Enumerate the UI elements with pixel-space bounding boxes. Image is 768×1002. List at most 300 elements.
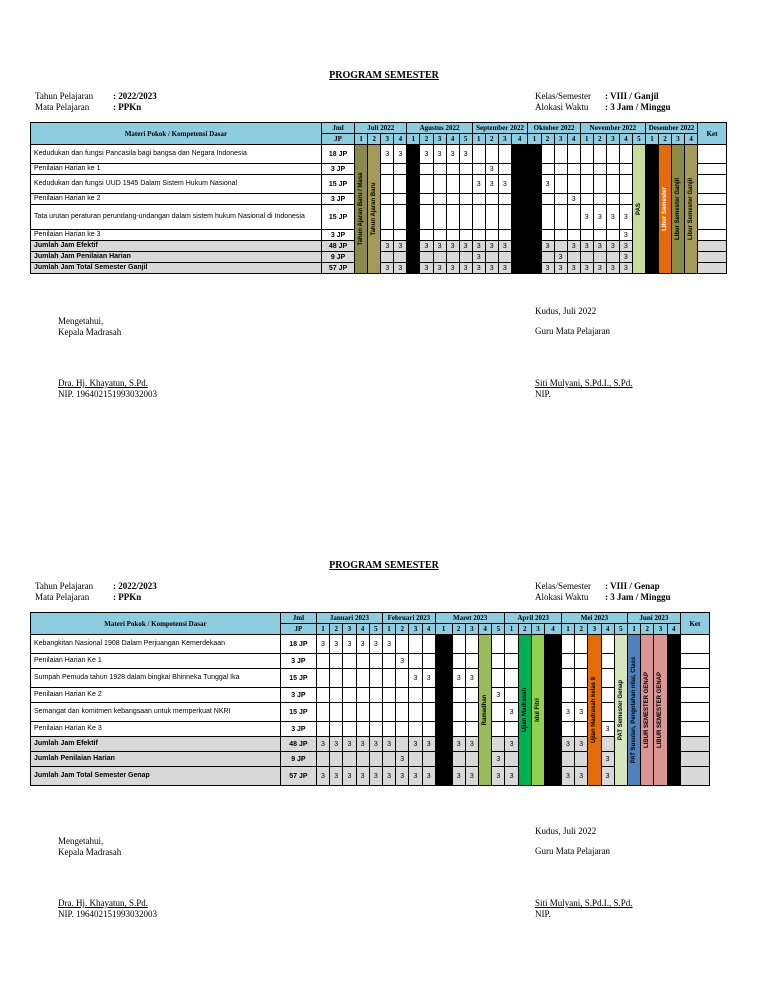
week-cell: 3 — [575, 767, 588, 786]
meta-right-ganjil — [535, 91, 671, 113]
materi-cell: Jumlah Jam Total Semester Genap — [31, 767, 281, 786]
week-cell — [606, 194, 619, 205]
week-cell — [422, 635, 435, 654]
header-week: 1 — [435, 624, 452, 635]
jp-cell: 18 JP — [280, 635, 316, 654]
header-materi: Materi Pokok / Kompetensi Dasar — [31, 613, 281, 635]
week-cell — [435, 767, 452, 786]
materi-cell: Kedudukan dan fungsi UUD 1945 Dalam Sistem Hukum Nasional — [31, 175, 322, 194]
jp-cell: 57 JP — [280, 767, 316, 786]
week-cell — [343, 752, 356, 767]
vertical-label-cell — [531, 635, 544, 786]
week-cell — [330, 752, 343, 767]
week-cell: 3 — [485, 175, 498, 194]
week-cell: 3 — [343, 767, 356, 786]
week-cell — [575, 654, 588, 669]
materi-cell: Sumpah Pemuda tahun 1928 dalam bingkai Bhinneka Tunggal Ika — [31, 669, 281, 688]
week-cell: 3 — [459, 145, 472, 164]
week-cell — [545, 722, 562, 737]
jp-cell: 48 JP — [280, 737, 316, 752]
week-cell — [465, 722, 478, 737]
header-week: 2 — [452, 624, 465, 635]
vertical-label-cell — [654, 635, 667, 786]
week-cell — [498, 194, 511, 205]
vertical-label: Idul Fitri — [534, 698, 541, 722]
header-jml: Jml — [321, 123, 354, 134]
week-cell — [465, 635, 478, 654]
week-cell: 3 — [356, 737, 369, 752]
week-cell — [459, 175, 472, 194]
table-row — [31, 635, 710, 654]
header-month: Maret 2023 — [435, 613, 505, 624]
alokasi-value: : 3 Jam / Minggu — [605, 592, 671, 602]
page-title-ganjil: PROGRAM SEMESTER — [329, 70, 439, 81]
week-cell — [465, 688, 478, 703]
week-cell — [396, 703, 409, 722]
week-cell: 3 — [472, 263, 485, 274]
week-cell — [472, 164, 485, 175]
week-cell: 3 — [580, 263, 593, 274]
week-cell — [465, 654, 478, 669]
week-cell — [435, 669, 452, 688]
header-week: 2 — [658, 134, 671, 145]
week-cell — [498, 164, 511, 175]
week-cell — [343, 722, 356, 737]
header-week: 4 — [422, 624, 435, 635]
kepala-signature-genap — [58, 898, 157, 920]
week-cell — [343, 654, 356, 669]
header-week: 3 — [654, 624, 667, 635]
week-cell: 3 — [446, 241, 459, 252]
week-cell — [528, 230, 541, 241]
jp-cell: 3 JP — [280, 722, 316, 737]
week-cell — [541, 164, 554, 175]
week-cell: 3 — [472, 252, 485, 263]
week-cell — [541, 194, 554, 205]
mapel-value: : PPKn — [113, 102, 142, 112]
header-jp: JP — [280, 624, 316, 635]
week-cell — [567, 205, 580, 230]
guru-label-genap: Guru Mata Pelajaran — [535, 846, 610, 856]
week-cell — [381, 252, 394, 263]
header-week: 2 — [575, 624, 588, 635]
kelas-value: : VIII / Genap — [605, 581, 660, 591]
guru-nama: Siti Mulyani, S.Pd.I., S.Pd. — [535, 378, 633, 388]
week-cell — [407, 205, 420, 230]
header-month: Oktober 2022 — [528, 123, 580, 134]
materi-cell: Kebangkitan Nasional 1908 Dalam Perjuangan Kemerdekaan — [31, 635, 281, 654]
week-cell: 3 — [369, 635, 382, 654]
week-cell: 3 — [511, 241, 528, 252]
meta-right-genap — [535, 581, 671, 603]
week-cell: 3 — [561, 737, 574, 752]
week-cell: 3 — [492, 767, 505, 786]
header-week: 1 — [528, 134, 541, 145]
week-cell — [561, 688, 574, 703]
week-cell — [511, 194, 528, 205]
mapel-label: Mata Pelajaran — [35, 102, 90, 112]
week-cell — [343, 688, 356, 703]
week-cell: 3 — [601, 752, 614, 767]
header-week: 4 — [478, 624, 491, 635]
week-cell — [459, 164, 472, 175]
vertical-label-cell — [478, 635, 491, 786]
kepala-signature-ganjil — [58, 378, 157, 400]
week-cell: 3 — [409, 737, 422, 752]
week-cell — [498, 252, 511, 263]
week-cell — [433, 205, 446, 230]
vertical-label-cell — [518, 635, 531, 786]
week-cell — [394, 230, 407, 241]
week-cell — [606, 164, 619, 175]
table-row — [31, 767, 710, 786]
header-week: 5 — [492, 624, 505, 635]
jp-cell: 3 JP — [321, 194, 354, 205]
week-cell — [394, 175, 407, 194]
vertical-label: PAT Semester Genap — [617, 679, 624, 741]
header-week: 2 — [593, 134, 606, 145]
week-cell — [505, 688, 518, 703]
week-cell — [528, 145, 541, 164]
week-cell: 3 — [580, 205, 593, 230]
week-cell — [382, 688, 395, 703]
week-cell — [407, 241, 420, 252]
jp-cell: 48 JP — [321, 241, 354, 252]
header-month: September 2022 — [472, 123, 528, 134]
week-cell — [316, 654, 329, 669]
week-cell — [422, 722, 435, 737]
week-cell — [435, 688, 452, 703]
week-cell — [330, 722, 343, 737]
week-cell — [498, 145, 511, 164]
week-cell — [561, 635, 574, 654]
header-week: 1 — [645, 134, 658, 145]
week-cell — [485, 205, 498, 230]
week-cell: 3 — [422, 737, 435, 752]
week-cell — [382, 703, 395, 722]
header-week: 1 — [561, 624, 574, 635]
alokasi-label: Alokasi Waktu — [535, 592, 589, 602]
header-month: Januari 2023 — [316, 613, 382, 624]
ket-cell — [680, 703, 709, 722]
jp-cell: 15 JP — [321, 205, 354, 230]
week-cell — [394, 205, 407, 230]
week-cell — [619, 164, 632, 175]
week-cell: 3 — [554, 263, 567, 274]
header-week: 3 — [381, 134, 394, 145]
week-cell — [580, 164, 593, 175]
week-cell: 3 — [593, 205, 606, 230]
week-cell — [541, 205, 554, 230]
kepala-nip: NIP. 196402151993032003 — [58, 909, 158, 919]
vertical-label: LIBUR SEMESTER GENAP — [644, 671, 651, 749]
week-cell — [382, 722, 395, 737]
week-cell — [446, 230, 459, 241]
week-cell — [575, 722, 588, 737]
vertical-label: Libur Semester — [662, 187, 668, 231]
week-cell: 3 — [382, 635, 395, 654]
week-cell: 3 — [505, 737, 518, 752]
guru-signature-genap — [535, 898, 633, 920]
header-week: 1 — [627, 624, 640, 635]
table-row — [31, 737, 710, 752]
mengetahui-text: Mengetahui, — [58, 836, 104, 846]
jp-cell: 18 JP — [321, 145, 354, 164]
header-week: 3 — [606, 134, 619, 145]
ket-cell — [680, 654, 709, 669]
week-cell — [567, 230, 580, 241]
week-cell — [316, 722, 329, 737]
week-cell — [485, 252, 498, 263]
week-cell — [606, 175, 619, 194]
header-week: 3 — [433, 134, 446, 145]
materi-cell: Penilaian Harian ke 2 — [31, 194, 322, 205]
week-cell: 3 — [465, 669, 478, 688]
week-cell — [369, 654, 382, 669]
week-cell: 3 — [382, 767, 395, 786]
table-row — [31, 654, 710, 669]
week-cell — [316, 752, 329, 767]
header-month: Juni 2023 — [627, 613, 680, 624]
week-cell: 3 — [452, 669, 465, 688]
week-cell — [575, 669, 588, 688]
week-cell — [381, 164, 394, 175]
week-cell — [545, 669, 562, 688]
week-cell: 3 — [619, 205, 632, 230]
week-cell — [593, 194, 606, 205]
week-cell — [435, 654, 452, 669]
header-week: 3 — [672, 134, 685, 145]
header-week: 3 — [554, 134, 567, 145]
week-cell — [356, 752, 369, 767]
week-cell — [396, 722, 409, 737]
materi-cell: Jumlah Jam Efektif — [31, 241, 322, 252]
week-cell — [452, 752, 465, 767]
header-week: 2 — [368, 134, 381, 145]
header-month: Februari 2023 — [382, 613, 435, 624]
jp-cell: 3 JP — [321, 164, 354, 175]
vertical-label-cell — [368, 145, 381, 274]
week-cell — [545, 703, 562, 722]
week-cell — [511, 230, 528, 241]
week-cell — [606, 252, 619, 263]
week-cell: 3 — [541, 175, 554, 194]
week-cell: 3 — [356, 635, 369, 654]
materi-cell: Jumlah Jam Penilaian Harian — [31, 252, 322, 263]
week-cell — [567, 252, 580, 263]
meta-left-genap — [35, 581, 157, 603]
week-cell: 3 — [567, 241, 580, 252]
week-cell: 3 — [369, 737, 382, 752]
program-semester-table-genap — [30, 612, 710, 786]
week-cell — [528, 205, 541, 230]
week-cell: 3 — [511, 175, 528, 194]
jp-cell: 9 JP — [280, 752, 316, 767]
alokasi-label: Alokasi Waktu — [535, 102, 589, 112]
week-cell — [492, 654, 505, 669]
jp-cell: 15 JP — [280, 703, 316, 722]
week-cell — [561, 669, 574, 688]
meta-left-ganjil — [35, 91, 157, 113]
jp-cell: 15 JP — [280, 669, 316, 688]
materi-cell: Penilaian Harian Ke 1 — [31, 654, 281, 669]
vertical-label: Libur Semester Ganjil — [675, 177, 682, 241]
header-month: Mei 2023 — [561, 613, 627, 624]
week-cell: 3 — [459, 263, 472, 274]
table-row — [31, 752, 710, 767]
header-week: 4 — [394, 134, 407, 145]
week-cell — [394, 194, 407, 205]
kepala-nama: Dra. Hj. Khayatun, S.Pd. — [58, 898, 148, 908]
materi-cell: Jumlah Penilaian Harian — [31, 752, 281, 767]
header-month: November 2022 — [580, 123, 645, 134]
week-cell — [433, 252, 446, 263]
vertical-label: LIBUR SEMESTER GENAP — [657, 671, 664, 749]
header-week: 1 — [580, 134, 593, 145]
table-row — [31, 703, 710, 722]
week-cell: 3 — [575, 737, 588, 752]
week-cell — [567, 164, 580, 175]
week-cell — [601, 669, 614, 688]
header-week: 3 — [343, 624, 356, 635]
week-cell — [420, 175, 433, 194]
week-cell: 3 — [541, 241, 554, 252]
materi-cell: Tata urutan peraturan perundang-undangan dalam sistem hukum Nasional di Indonesia — [31, 205, 322, 230]
week-cell — [561, 752, 574, 767]
header-week: 1 — [505, 624, 518, 635]
week-cell — [381, 194, 394, 205]
vertical-label-cell — [685, 145, 698, 274]
week-cell: 3 — [422, 767, 435, 786]
table-row — [31, 669, 710, 688]
materi-cell: Penilaian Harian ke 3 — [31, 230, 322, 241]
vertical-label-cell — [614, 635, 627, 786]
vertical-label-cell — [588, 635, 601, 786]
week-cell — [435, 752, 452, 767]
week-cell — [316, 688, 329, 703]
alokasi-value: : 3 Jam / Minggu — [605, 102, 671, 112]
vertical-label-cell — [658, 145, 671, 274]
week-cell: 3 — [619, 241, 632, 252]
week-cell — [369, 752, 382, 767]
week-cell: 3 — [316, 767, 329, 786]
vertical-label-cell — [632, 145, 645, 274]
week-cell — [452, 722, 465, 737]
ket-cell — [680, 737, 709, 752]
ket-cell — [698, 205, 727, 230]
header-ket: Ket — [698, 123, 727, 145]
week-cell — [356, 703, 369, 722]
week-cell — [330, 669, 343, 688]
week-cell — [554, 205, 567, 230]
week-cell — [459, 205, 472, 230]
week-cell — [567, 175, 580, 194]
week-cell: 3 — [409, 767, 422, 786]
week-cell — [601, 703, 614, 722]
ket-cell — [680, 669, 709, 688]
week-cell — [593, 175, 606, 194]
week-cell: 3 — [433, 241, 446, 252]
week-cell — [528, 263, 541, 274]
week-cell — [472, 145, 485, 164]
week-cell: 3 — [561, 703, 574, 722]
week-cell — [505, 669, 518, 688]
header-week: 2 — [330, 624, 343, 635]
week-cell: 3 — [382, 737, 395, 752]
header-month: Juli 2022 — [355, 123, 407, 134]
week-cell — [420, 230, 433, 241]
week-cell — [485, 145, 498, 164]
week-cell: 3 — [420, 145, 433, 164]
week-cell: 3 — [433, 145, 446, 164]
tahun-value: : 2022/2023 — [113, 91, 157, 101]
week-cell — [485, 230, 498, 241]
week-cell — [433, 230, 446, 241]
header-week: 4 — [567, 134, 580, 145]
week-cell: 3 — [420, 241, 433, 252]
week-cell — [593, 164, 606, 175]
week-cell — [554, 175, 567, 194]
week-cell: 3 — [498, 241, 511, 252]
week-cell — [420, 252, 433, 263]
vertical-label: Ujian Madrasah — [521, 687, 528, 733]
week-cell: 3 — [394, 263, 407, 274]
ket-cell — [680, 767, 709, 786]
week-cell — [580, 252, 593, 263]
week-cell — [422, 703, 435, 722]
week-cell — [409, 688, 422, 703]
week-cell — [316, 703, 329, 722]
week-cell — [580, 230, 593, 241]
ket-cell — [680, 722, 709, 737]
week-cell: 3 — [619, 230, 632, 241]
kepala-nama: Dra. Hj. Khayatun, S.Pd. — [58, 378, 148, 388]
header-week: 2 — [541, 134, 554, 145]
week-cell — [452, 688, 465, 703]
header-week: 3 — [465, 624, 478, 635]
week-cell: 3 — [396, 654, 409, 669]
header-week: 4 — [356, 624, 369, 635]
week-cell — [356, 688, 369, 703]
week-cell: 3 — [601, 722, 614, 737]
week-cell — [580, 194, 593, 205]
week-cell: 3 — [422, 669, 435, 688]
ket-cell — [698, 194, 727, 205]
week-cell — [554, 164, 567, 175]
week-cell: 3 — [465, 767, 478, 786]
header-materi: Materi Pokok / Kompetensi Dasar — [31, 123, 322, 145]
week-cell — [409, 703, 422, 722]
week-cell — [492, 722, 505, 737]
week-cell — [554, 145, 567, 164]
week-cell — [396, 635, 409, 654]
kelas-value: : VIII / Ganjil — [605, 91, 659, 101]
week-cell — [511, 164, 528, 175]
week-cell: 3 — [420, 263, 433, 274]
vertical-label-cell — [645, 145, 658, 274]
week-cell: 3 — [343, 737, 356, 752]
mengetahui-ganjil — [58, 316, 121, 338]
vertical-label: Ujian Madrasah kelas 9 — [591, 676, 598, 744]
vertical-label: Tahun Ajaran Baru — [371, 182, 378, 236]
week-cell — [528, 164, 541, 175]
week-cell — [505, 752, 518, 767]
week-cell — [492, 703, 505, 722]
week-cell — [394, 164, 407, 175]
week-cell — [422, 654, 435, 669]
header-week: 1 — [472, 134, 485, 145]
kelas-label: Kelas/Semester — [535, 91, 591, 101]
